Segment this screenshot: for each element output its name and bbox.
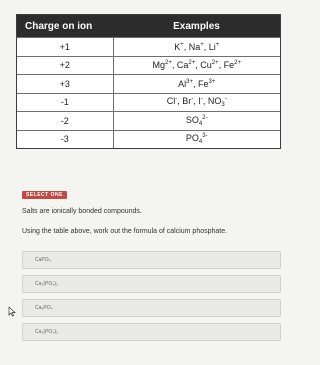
table-row xyxy=(17,112,280,131)
charge-cell: +3 xyxy=(17,75,113,94)
answer-option-4[interactable] xyxy=(22,323,281,341)
table-row xyxy=(17,56,280,75)
examples-cell: $Mg^{2+}$, $Ca^{2+}$, $Cu^{2+}$, $Fe^{2+}$ xyxy=(113,56,280,75)
answer-option-2[interactable] xyxy=(22,275,281,293)
mouse-cursor-icon xyxy=(8,306,16,317)
header-charge: Charge on ion xyxy=(17,15,113,38)
table-row xyxy=(17,38,280,57)
select-one-badge: SELECT ONE xyxy=(22,191,67,199)
charge-cell: -3 xyxy=(17,130,113,148)
option-label: CaPO₄ xyxy=(35,257,51,263)
answer-option-1[interactable] xyxy=(22,251,281,269)
examples-cell: $SO_4^{2-}$ xyxy=(113,112,280,131)
option-label: Ca₃PO₄ xyxy=(35,305,53,311)
examples-cell: $PO_4^{3-}$ xyxy=(113,130,280,148)
table-row xyxy=(17,130,280,148)
table-row xyxy=(17,93,280,112)
charge-cell: -1 xyxy=(17,93,113,112)
examples-cell: K+, Na+, Li+ xyxy=(113,38,280,57)
header-examples: Examples xyxy=(113,15,280,38)
ion-charge-table xyxy=(16,14,281,149)
question-prompt: Using the table above, work out the formula of calcium phosphate. xyxy=(22,228,228,235)
charge-cell: -2 xyxy=(17,112,113,131)
question-intro: Salts are ionically bonded compounds. xyxy=(22,208,142,215)
answer-option-3[interactable] xyxy=(22,299,281,317)
option-label: Ca₂(PO₄)₂ xyxy=(35,281,58,287)
table-row xyxy=(17,75,280,94)
examples-cell: Cl-, Br-, I-, $NO_3^-$ xyxy=(113,93,280,112)
charge-cell: +1 xyxy=(17,38,113,57)
charge-cell: +2 xyxy=(17,56,113,75)
examples-cell: $Al^{3+}$, $Fe^{3+}$ xyxy=(113,75,280,94)
option-label: Ca₃(PO₄)₂ xyxy=(35,329,58,335)
table-header-row xyxy=(17,15,280,38)
